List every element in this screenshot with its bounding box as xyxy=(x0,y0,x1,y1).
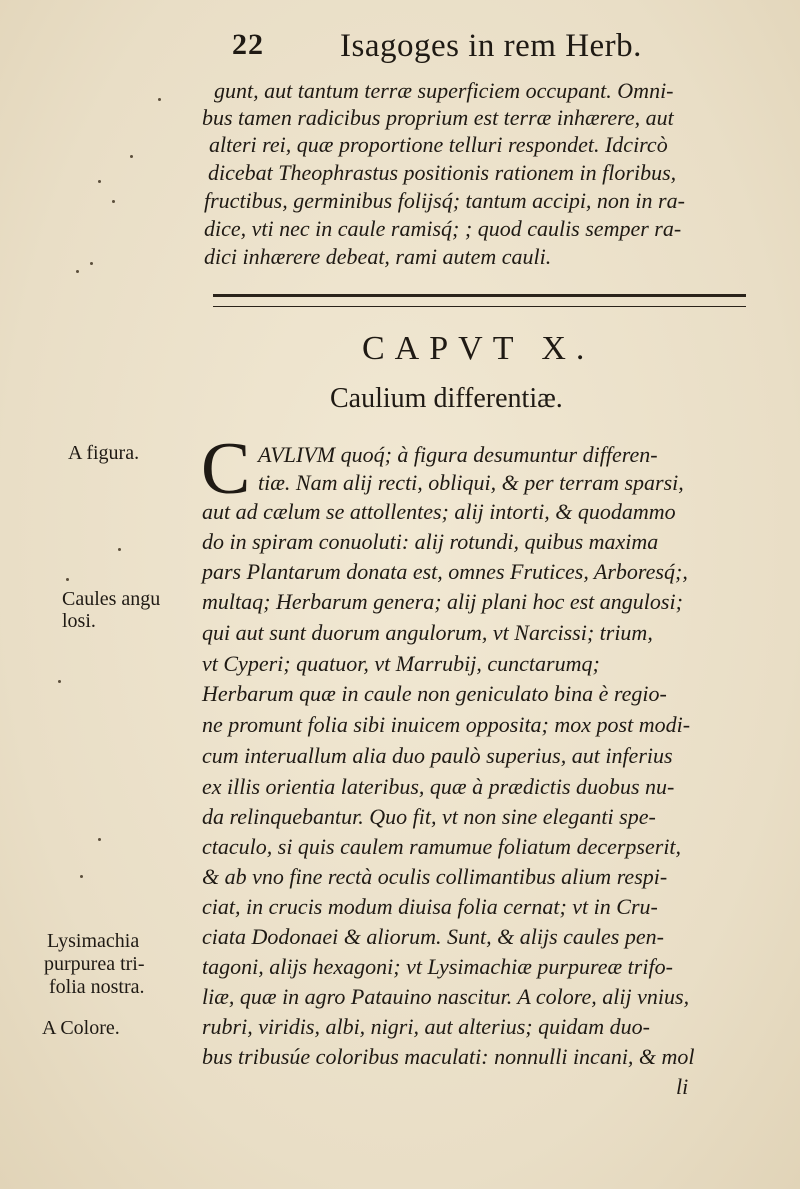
margin-note-lysimachia: Lysimachia xyxy=(47,930,140,952)
paper-speck xyxy=(80,875,83,878)
text-line: & ab vno fine rectà oculis collimantibus alium respi- xyxy=(202,864,668,889)
text-line: cum interuallum alia duo paulò superius, aut inferius xyxy=(202,743,673,768)
text-line: ciata Dodonaei & aliorum. Sunt, & alijs caules pen- xyxy=(202,924,664,949)
text-line: bus tribusúe coloribus maculati: nonnulli incani, & mol xyxy=(202,1044,695,1069)
drop-capital: C xyxy=(201,428,251,510)
text-line: ne promunt folia sibi inuicem opposita; mox post modi- xyxy=(202,712,691,737)
text-line: alteri rei, quæ proportione telluri respondet. Idcircò xyxy=(209,132,668,157)
text-line: dice, vti nec in caule ramisq́; ; quod caulis semper ra- xyxy=(204,216,682,241)
text-line: dici inhærere debeat, rami autem cauli. xyxy=(204,244,552,269)
text-line: multaq; Herbarum genera; alij plani hoc est angulosi; xyxy=(202,589,683,614)
chapter-subtitle: Caulium differentiæ. xyxy=(330,383,563,414)
text-line: AVLIVM quoq́; à figura desumuntur differen- xyxy=(258,442,658,467)
paper-speck xyxy=(118,548,121,551)
text-line: vt Cyperi; quatuor, vt Marrubij, cunctarumq; xyxy=(202,651,600,676)
paper-speck xyxy=(98,180,101,183)
paper-speck xyxy=(158,98,161,101)
text-line: tagoni, alijs hexagoni; vt Lysimachiæ purpureæ trifo- xyxy=(202,954,673,979)
text-line: dicebat Theophrastus positionis rationem in floribus, xyxy=(208,160,677,185)
text-line: ex illis orientia lateribus, quæ à prædictis duobus nu- xyxy=(202,774,675,799)
margin-note-lysimachia: folia nostra. xyxy=(49,976,145,998)
text-line: da relinquebantur. Quo fit, vt non sine eleganti spe- xyxy=(202,804,656,829)
running-head: Isagoges in rem Herb. xyxy=(340,28,642,64)
text-line: rubri, viridis, albi, nigri, aut alterius; quidam duo- xyxy=(202,1014,650,1039)
text-line: tiæ. Nam alij recti, obliqui, & per terram sparsi, xyxy=(258,470,684,495)
text-line: fructibus, germinibus folijsq́; tantum accipi, non in ra- xyxy=(204,188,685,213)
section-rule-thick xyxy=(213,294,746,297)
text-line: ctaculo, si quis caulem ramumue foliatum decerpserit, xyxy=(202,834,682,859)
margin-note-lysimachia: purpurea tri- xyxy=(44,953,145,975)
text-line: ciat, in crucis modum diuisa folia cernat; vt in Cru- xyxy=(202,894,658,919)
text-line: do in spiram conuoluti: alij rotundi, quibus maxima xyxy=(202,529,659,554)
margin-note-caules: Caules angu xyxy=(62,588,161,610)
paper-speck xyxy=(130,155,133,158)
text-line: Herbarum quæ in caule non geniculato bina è regio- xyxy=(202,681,667,706)
chapter-title: CAPVT X. xyxy=(362,330,595,367)
paper-speck xyxy=(76,270,79,273)
paper-speck xyxy=(112,200,115,203)
margin-note-a-figura: A figura. xyxy=(68,442,140,464)
catchword: li xyxy=(676,1074,689,1099)
paper-speck xyxy=(66,578,69,581)
margin-note-a-colore: A Colore. xyxy=(42,1017,120,1039)
text-line: liæ, quæ in agro Patauino nascitur. A colore, alij vnius, xyxy=(202,984,690,1009)
margin-note-caules: losi. xyxy=(62,610,96,632)
paper-speck xyxy=(90,262,93,265)
text-line: qui aut sunt duorum angulorum, vt Narcissi; trium, xyxy=(202,620,653,645)
text-line: aut ad cælum se attollentes; alij intorti, & quodammo xyxy=(202,499,676,524)
paper-speck xyxy=(58,680,61,683)
paper-speck xyxy=(98,838,101,841)
section-rule-thin xyxy=(213,306,746,307)
text-line: gunt, aut tantum terræ superficiem occupant. Omni- xyxy=(214,78,674,103)
page-number: 22 xyxy=(232,28,264,61)
text-line: bus tamen radicibus proprium est terræ inhærere, aut xyxy=(202,105,674,130)
text-line: pars Plantarum donata est, omnes Frutices, Arboresq́;, xyxy=(202,559,688,584)
